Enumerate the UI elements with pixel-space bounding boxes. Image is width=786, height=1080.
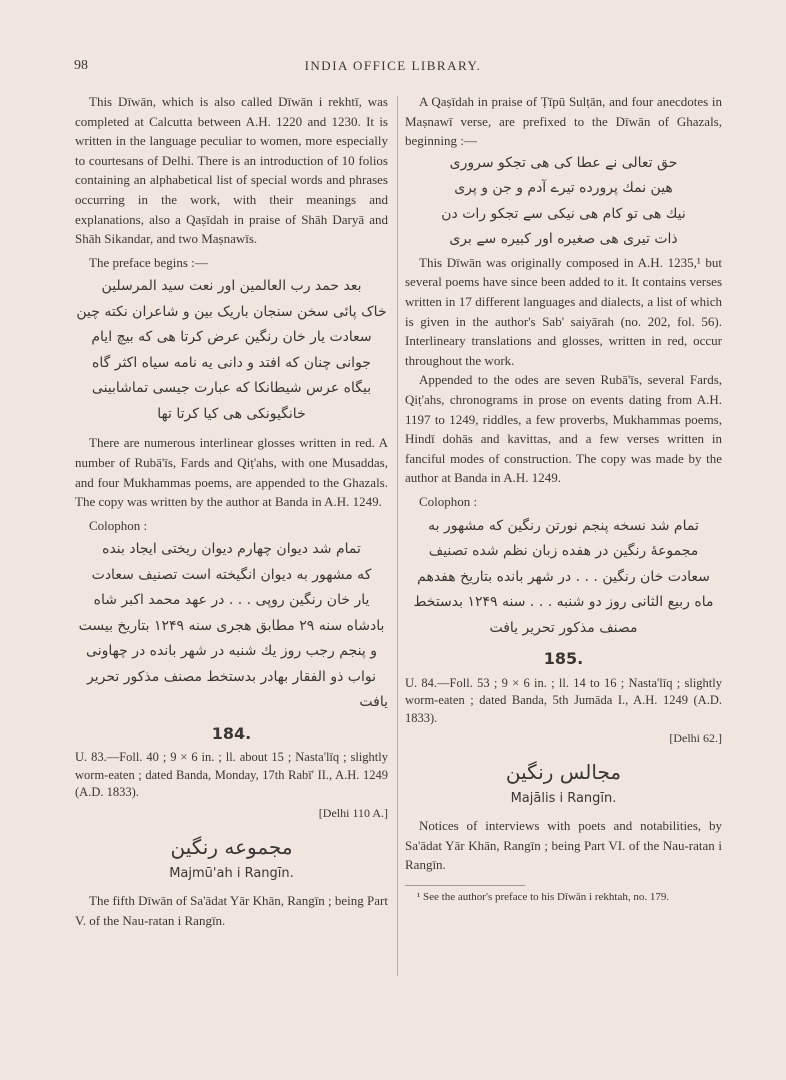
- entry-reference: [Delhi 110 A.]: [318, 805, 388, 820]
- intro-paragraph: This Dīwān, which is also called Dīwān i rekhtī, was completed at Calcutta between A.H. 1220 and 1230. It is written in the language peculiar to women, more especially to courtesans of Delhi. There is an introduction of 10 folios containing an alphabetical list of special words and phrases occurring in the work, with their meanings and explanations, also a Qaṣīdah in praise of Shāh Daryā and Shāh Sikandar, and two Maṣnawīs.: [75, 94, 388, 247]
- composed-paragraph: This Dīwān was originally composed in A.H. 1235,¹ but several poems have since been added to it. It contains verses written in 17 different languages and dialects, a list of which is given in the author's Sab' saiyārah (no. 202, fol. 56). Interlineary translations and glosses, written in red, occur throughout the work.: [405, 254, 722, 368]
- urdu-line: بیگاه عرس شیطانکا که عبارت جیسی تماشابینی: [91, 380, 372, 397]
- colophon-urdu: [75, 537, 388, 716]
- urdu-line: جوانی چنان که افتد و دانی یه نامه سیاه اکثر گاه: [92, 354, 371, 371]
- entry-184: [75, 724, 388, 930]
- entry-description: U. 84.—Foll. 53 ; 9 × 6 in. ; ll. 14 to 16 ; Nasta'līq ; slightly worm-eaten ; dated Banda, 5th Jumāda I., A.H. 1249 (A.D. 1833).: [405, 675, 722, 725]
- urdu-line: هین نمك پرورده تیرے آدم و جن و پری: [454, 180, 673, 197]
- urdu-line: نواب ذو الفقار بهادر بدستخط مصنف مذکور تحریر: [87, 668, 376, 685]
- column-divider: [397, 96, 398, 976]
- urdu-line: ذات تیری هی صغیره اور کبیره سے بری: [449, 231, 678, 248]
- colophon-label: Colophon :: [89, 517, 148, 533]
- entry-number: 185.: [543, 649, 584, 668]
- urdu-line: مجموعهٔ رنگین در هفده زبان نظم شده تصنیف: [428, 543, 699, 559]
- urdu-line: و پنجم رجب روز یك شنبه در شهر بانده در چهاونی: [86, 643, 377, 660]
- left-column: [75, 92, 388, 930]
- entry-text: The fifth Dīwān of Sa'ādat Yār Khān, Rangīn ; being Part V. of the Nau-ratan i Rangīn.: [75, 893, 388, 928]
- urdu-line: که مشهور به دیوان انگیخته است تصنیف سعادت: [91, 566, 372, 583]
- entry-title: Majālis i Rangīn.: [510, 790, 617, 806]
- preface-label: The preface begins :—: [89, 254, 208, 270]
- entry-description: U. 83.—Foll. 40 ; 9 × 6 in. ; ll. about 15 ; Nasta'līq ; slightly worm-eaten ; dated Banda, Monday, 17th Rabī' II., A.H. 1249 (A.D. 1833).: [75, 750, 388, 800]
- glosses-paragraph: There are numerous interlinear glosses written in red. A number of Rubā'īs, Fards and Qiṭ'ahs, with one Musaddas, and four Mukhammas poems, are appended to the Ghazals. The copy was written by the author at Banda in A.H. 1249.: [75, 435, 388, 510]
- running-head: INDIA OFFICE LIBRARY.: [304, 58, 482, 73]
- entry-reference: [Delhi 62.]: [669, 731, 722, 746]
- colophon-label: Colophon :: [419, 493, 478, 509]
- right-column: [405, 92, 722, 904]
- urdu-line: یافت: [359, 694, 388, 711]
- urdu-line: ماه ربیع الثانی روز دو شنبه . . . سنه ۱۲۴۹ بدستخط: [413, 594, 714, 610]
- urdu-line: نیك هی تو کام هی نیکی سے تجکو رات دن: [441, 205, 686, 222]
- qasidah-paragraph: A Qaṣīdah in praise of Ṭīpū Sulṭān, and four anecdotes in Maṣnawī verse, are prefixed to the Dīwān of Ghazals, beginning :—: [405, 94, 722, 149]
- urdu-line: بعد حمد رب العالمین اور نعت سید المرسلین: [101, 278, 362, 295]
- entry-number: 184.: [211, 723, 252, 743]
- urdu-line: بادشاه سنه ۲۹ مطابق هجری سنه ۱۲۴۹ بتاریخ بیست: [78, 617, 385, 634]
- preface-urdu: [75, 274, 388, 427]
- urdu-line: سعادت خان رنگین . . . در شهر بانده بتاریخ هفدهم: [417, 568, 710, 585]
- urdu-line: حق تعالی نے عطا کی هی تجکو سروری: [449, 154, 678, 171]
- colophon-urdu: [405, 514, 722, 642]
- entry-title: Majmū'ah i Rangīn.: [169, 865, 294, 881]
- ghazal-urdu: [405, 151, 722, 253]
- entry-title-urdu: مجموعه رنگین: [170, 834, 293, 859]
- urdu-line: تمام شد دیوان چهارم دیوان ریختی ایجاد بنده: [102, 541, 361, 558]
- footnote-rule: [405, 885, 525, 886]
- urdu-line: خانگیونکی هی کیا کرتا تها: [157, 405, 306, 422]
- urdu-line: تمام شد نسخه پنجم نورتن رنگین که مشهور به: [428, 517, 699, 534]
- entry-185: [405, 649, 722, 875]
- appended-paragraph: Appended to the odes are seven Rubā'īs, several Fards, Qiṭ'ahs, chronograms in prose on events dating from A.H. 1197 to 1249, riddles, a few proverbs, Mukhammas poems, Hindī dohās and kavittas, and a few verses written in fanciful modes of construction. The copy was made by the author at Banda in A.H. 1249.: [405, 372, 722, 486]
- entry-title-urdu: مجالس رنگین: [505, 759, 622, 784]
- urdu-line: سعادت یار خان رنگین عرض کرتا هی که بیچ ایام: [91, 329, 372, 346]
- urdu-line: مصنف مذکور تحریر یافت: [489, 619, 638, 636]
- footnote: ¹ See the author's preface to his Dīwān i rekhtah, no. 179.: [417, 891, 670, 904]
- urdu-line: خاک پائی سخن سنجان باریک بین و شاعران نکته چین: [76, 303, 387, 320]
- urdu-line: یار خان رنگین روپی . . . در عهد محمد اکبر شاه: [93, 592, 370, 609]
- page-number: 98: [74, 58, 88, 73]
- entry-text: Notices of interviews with poets and notabilities, by Sa'ādat Yār Khān, Rangīn ; being Part VI. of the Nau-ratan i Rangīn.: [405, 818, 722, 873]
